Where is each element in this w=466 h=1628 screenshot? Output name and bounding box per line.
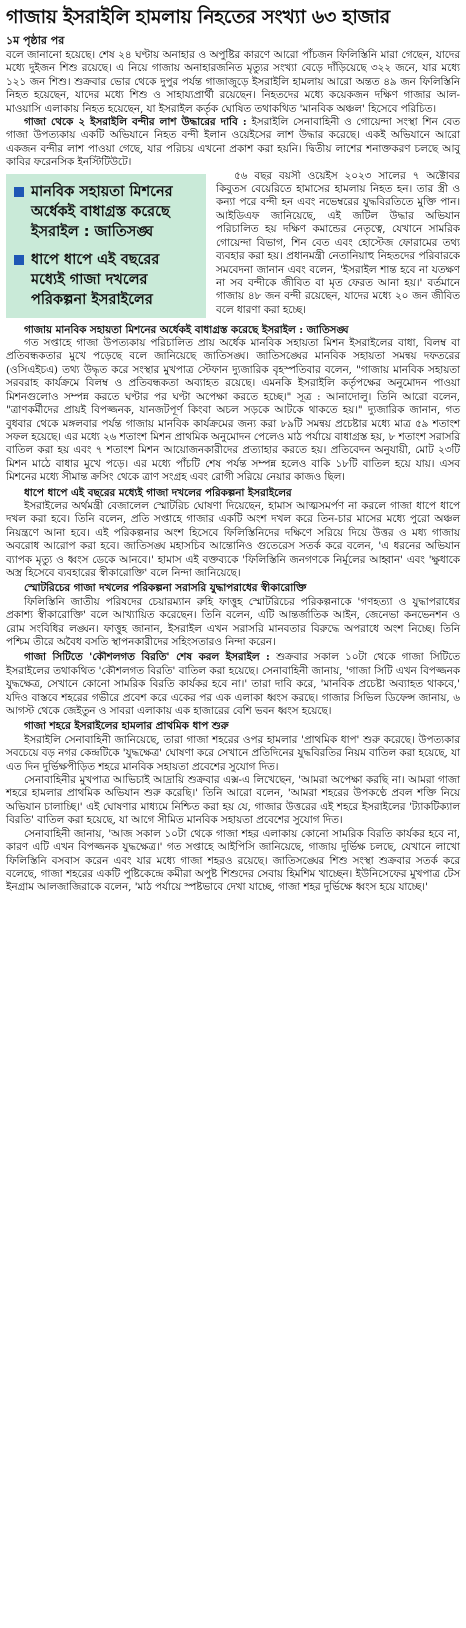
- section-body: সেনাবাহিনীর মুখপাত্র আভিচাই আদ্রায়ি শুক্রবার এক্স-এ লিখেছেন, 'আমরা অপেক্ষা করছি না। আমরা গাজা শহরে হামলার প্রাথমিক অভিযান শুরু করেছি।' তিনি আরো বলেন, 'আমরা শহরের উপকণ্ঠে প্রবল শক্তি নিয়ে অভিযান চালাচ্ছি।' এই ঘোষণার মাধ্যমে নিশ্চিত করা হয় যে, গাজার উত্তরের এই শহরে ইসরাইলের 'ট্যাকটিক্যাল বিরতি' বাতিল করা হয়েছে, যা আগে সীমিত মানবিক সহায়তা প্রবেশের সুযোগ দিত।: [6, 774, 460, 827]
- pullquote-text: মানবিক সহায়তা মিশনের অর্ধেকই বাধাগ্রস্ত করেছে ইসরাইল : জাতিসঙ্ঘ: [31, 183, 173, 240]
- hostage-paragraph-lead: [6, 116, 460, 170]
- section-body: গত সপ্তাহে গাজা উপত্যকায় পরিচালিত প্রায় অর্ধেক মানবিক সহায়তা মিশন ইসরাইলের বাধা, বিলম্ব বা প্রতিবন্ধকতার মুখে পড়েছে বলে জানিয়েছে জাতিসঙ্ঘ। জাতিসঙ্ঘের মানবিক সহায়তা সমন্বয় দফতরের (ওসিএইচএ) তথ্য উদ্ধৃত করে সংস্থার মুখপাত্র স্টেফান দ্যুজারিক বৃহস্পতিবার বলেন, "গাজায় মানবিক সহায়তা সরবরাহ কার্যক্রমে বিলম্ব ও প্রতিবন্ধকতা অব্যাহত রয়েছে। এমনকি ইসরাইলি কর্তৃপক্ষের অনুমোদন পাওয়া মিশনগুলোও সম্পন্ন করতে ঘণ্টার পর ঘণ্টা অপেক্ষা করতে হচ্ছে।" সূত্র : আনাদোলু। তিনি আরো বলেন, "ত্রাণকর্মীদের প্রায়ই বিপজ্জনক, যানজটপূর্ণ কিংবা অচল সড়কে আটকে থাকতে হয়।" দ্যুজারিক জানান, গত বুধবার থেকে মঙ্গলবার পর্যন্ত গাজায় মানবিক কার্যক্রমের জন্য করা ৮৯টি সমন্বয় প্রচেষ্টার মধ্যে মাত্র ৫৯ শতাংশ সফল হয়েছে। এর মধ্যে ২৬ শতাংশ মিশন প্রাথমিক অনুমোদন পেলেও মাঠ পর্যায়ে বাধাগ্রস্ত হয়, ৮ শতাংশ সরাসরি বাতিল করা হয় এবং ৭ শতাংশ মিশন আয়োজনকারীদের প্রত্যাহার করতে হয়। প্রতিবেদন অনুযায়ী, মোট ২৩টি মিশন মাঠে বাধার মুখে পড়ে। এর মধ্যে পাঁচটি শেষ পর্যন্ত সম্পন্ন হলেও বাকি ১৮টি বাতিল হয়ে যায়। এসব মিশনের মধ্যে সীমান্ত ক্রসিং থেকে ত্রাণ সংগ্রহ এবং রোগী সরিয়ে নেয়ার কাজও ছিল।: [6, 337, 460, 484]
- pullquote-wrap: [6, 170, 460, 322]
- pullquote-item: [14, 250, 198, 310]
- hostage-lead: গাজা থেকে ২ ইসরাইলি বন্দীর লাশ উদ্ধারের দাবি :: [24, 116, 247, 129]
- section-heading: স্মোটরিচের গাজা দখলের পরিকল্পনা সরাসরি যুদ্ধাপরাধের স্বীকারোক্তি: [24, 582, 307, 595]
- section-inline-paragraph: [6, 651, 460, 718]
- pullquote-item: [14, 182, 198, 242]
- section-heading-inline: গাজা সিটিতে 'কৌশলগত বিরতি' শেষ করল ইসরাইল :: [24, 651, 270, 664]
- section-body: সেনাবাহিনী জানায়, 'আজ সকাল ১০টা থেকে গাজা শহর এলাকায় কোনো সামরিক বিরতি কার্যকর হবে না, কারণ এটি এখন বিপজ্জনক যুদ্ধক্ষেত্র।' গত সপ্তাহে আইপিসি জানিয়েছে, গাজায় দুর্ভিক্ষ চলছে, যেখানে লাখো ফিলিস্তিনি বসবাস করেন এবং যার মধ্যে গাজা শহরও রয়েছে। জাতিসঙ্ঘের শিশু সংস্থা শুক্রবার সতর্ক করে বলেছে, গাজা শহরের একটি পুষ্টিকেন্দ্রে কমীরা অপুষ্ট শিশুদের সেবায় হিমশিম খাচ্ছেন। ইউনিসেফের মুখপাত্র টেস ইনগ্রাম আলজাজিরাকে বলেন, 'মাঠ পর্যায়ে স্পষ্টভাবে দেখা যাচ্ছে, গাজা শহর দুর্ভিক্ষে ধ্বংস হয়ে যাচ্ছে।': [6, 827, 460, 894]
- intro-paragraph: বলে জানানো হয়েছে। শেষ ২৪ ঘণ্টায় অনাহার ও অপুষ্টির কারণে আরো পাঁচজন ফিলিস্তিনি মারা গেছেন, যাদের মধ্যে দুইজন শিশু রয়েছে। এ নিয়ে গাজায় অনাহারজনিত মৃত্যুর সংখ্যা বেড়ে দাঁড়িয়েছে ৩২২ জনে, যার মধ্যে ১২১ জন শিশু। শুক্রবার ভোর থেকে দুপুর পর্যন্ত গাজাজুড়ে ইসরাইলি হামলায় আরো অন্তত ৪৯ জন ফিলিস্তিনি নিহত হয়েছেন, যাদের মধ্যে শিশু ও সাহায্যপ্রার্থী রয়েছেন। নিহতদের মধ্যে কয়েকজন দক্ষিণ গাজার আল-মাওয়াসি এলাকায় নিহত হয়েছেন, যা ইসরাইল কর্তৃক ঘোষিত তথাকথিত 'মানবিক অঞ্চল' হিসেবে পরিচিত।: [6, 49, 460, 115]
- section-body: ইসরাইলের অর্থমন্ত্রী বেজালেল স্মোটরিচ ঘোষণা দিয়েছেন, হামাস আত্মসমর্পণ না করলে গাজা ধাপে ধাপে দখল করা হবে। তিনি বলেন, প্রতি সপ্তাহে গাজার একটি অংশ দখল করে তিন-চার মাসের মধ্যে পুরো অঞ্চল নিয়ন্ত্রণে আনা হবে। এই পরিকল্পনার অংশ হিসেবে ফিলিস্তিনিদের দক্ষিণে সরিয়ে দিয়ে উত্তর ও মধ্য গাজায় অবরোধ আরোপ করা হবে। জাতিসঙ্ঘ মহাসচিব আন্তোনিও গুতেরেস সতর্ক করে বলেন, 'এ ধরনের অভিযান ব্যাপক মৃত্যু ও ধ্বংস ডেকে আনবে।' হামাস এই বক্তব্যকে 'ফিলিস্তিনি জনগণকে নির্মূলের আহ্বান' এবং 'ক্ষুধাকে অস্ত্র হিসেবে ব্যবহারের স্বীকারোক্তি' বলে নিন্দা জানিয়েছে।: [6, 499, 460, 579]
- hostage-paragraph-2: ৫৬ বছর বয়সী ওয়েইস ২০২৩ সালের ৭ অক্টোবর কিবুতস বেয়েরিতে হামাসের হামলায় নিহত হন। তার স্ত্রী ও কন্যা পরে বন্দী হন এবং নভেম্বরের যুদ্ধবিরতিতে মুক্তি পান। আইডিএফ জানিয়েছে, এই জটিল উদ্ধার অভিযান পরিচালিত হয় দক্ষিণ কমান্ডের নেতৃত্বে, যেখানে সামরিক গোয়েন্দা বিভাগ, শিন বেত এবং হোস্টেজ ফোরামের তথ্য ব্যবহার করা হয়। প্রধানমন্ত্রী নেতানিয়াহু নিহতদের পরিবারকে সমবেদনা জানান এবং বলেন, 'ইসরাইল শান্ত হবে না যতক্ষণ না সব বন্দীকে জীবিত বা মৃত ফেরত আনা হয়।' বর্তমানে গাজায় ৪৮ জন বন্দী রয়েছেন, যাদের মধ্যে ২০ জন জীবিত বলে ধারণা করা হচ্ছে।: [216, 169, 460, 316]
- square-bullet-icon: [14, 187, 24, 197]
- continued-from: ১ম পৃষ্ঠার পর: [6, 34, 65, 47]
- section-heading: গাজা শহরে ইসরাইলের হামলার প্রাথমিক ধাপ শুরু: [24, 720, 229, 733]
- section-heading: ধাপে ধাপে এই বছরের মধ্যেই গাজা দখলের পরিকল্পনা ইসরাইলের: [24, 486, 292, 499]
- pullquote-text: ধাপে ধাপে এই বছরের মধ্যেই গাজা দখলের পরিকল্পনা ইসরাইলের: [31, 251, 160, 308]
- square-bullet-icon: [14, 255, 24, 265]
- hostage-text: ইসরাইলি সেনাবাহিনী ও গোয়েন্দা সংস্থা শিন বেত গাজা উপত্যকায় একটি অভিযানে নিহত বন্দী ইলান ওয়েইসের লাশ উদ্ধার করেছে। একই অভিযানে আরো একজন বন্দীর লাশ পাওয়া গেছে, যার পরিচয় এখনো প্রকাশ করা হয়নি। দ্বিতীয় লাশের শনাক্তকরণ চলছে আবু কাবির ফরেনসিক ইনস্টিটিউটে।: [6, 116, 461, 169]
- section-body: শুক্রবার সকাল ১০টা থেকে গাজা সিটিতে ইসরাইলের তথাকথিত 'কৌশলগত বিরতি' বাতিল করা হয়েছে। সেনাবাহিনী জানায়, 'গাজা সিটি এখন বিপজ্জনক যুদ্ধক্ষেত্র, সেখানে কোনো সামরিক বিরতি কার্যকর হবে না।' তারা দাবি করে, 'মানবিক প্রচেষ্টা অব্যাহত থাকবে,' যদিও বাস্তবে শহরের গভীরে প্রবেশ করে একের পর এক এলাকা ধ্বংস করছে। গাজার সিভিল ডিফেন্স জানায়, ৬ আগস্ট থেকে জেইতুন ও সাবরা এলাকায় এক হাজারের বেশি ভবন ধ্বংস হয়েছে।: [6, 651, 460, 718]
- section-heading: গাজায় মানবিক সহায়তা মিশনের অর্ধেকই বাধাগ্রস্ত করেছে ইসরাইল : জাতিসঙ্ঘ: [24, 323, 349, 336]
- headline: গাজায় ইসরাইলি হামলায় নিহতের সংখ্যা ৬৩ হাজার: [6, 6, 390, 28]
- section-body: ইসরাইলি সেনাবাহিনী জানিয়েছে, তারা গাজা শহরের ওপর হামলার 'প্রাথমিক ধাপ' শুরু করেছে। উপত্যকার সবচেয়ে বড় নগর কেন্দ্রটিকে 'যুদ্ধক্ষেত্র' ঘোষণা করে সেখানে প্রতিদিনের যুদ্ধবিরতির নিয়ম বাতিল করা হয়েছে, যা এত দিন দুর্ভিক্ষপীড়িত শহরে মানবিক সহায়তা প্রবেশের সুযোগ দিত।: [6, 733, 460, 773]
- pullquote-box: [6, 174, 206, 318]
- section-body: ফিলিস্তিনি জাতীয় পরিষদের চেয়ারম্যান রুহি ফাত্তুহ স্মোটরিচের পরিকল্পনাকে 'গণহত্যা ও যুদ্ধাপরাধের প্রকাশ্য স্বীকারোক্তি' বলে আখ্যায়িত করেছেন। তিনি বলেন, এটি আন্তর্জাতিক আইন, জেনেভা কনভেনশন ও রোম সংবিধির লঙ্ঘন। ফাত্তুহ জানান, ইসরাইল এখন সরাসরি মানবতার বিরুদ্ধে অপরাধে অংশ নিচ্ছে। তিনি পশ্চিম তীরে অবৈধ বসতি স্থাপনকারীদের সহিংসতারও নিন্দা করেন।: [6, 595, 460, 648]
